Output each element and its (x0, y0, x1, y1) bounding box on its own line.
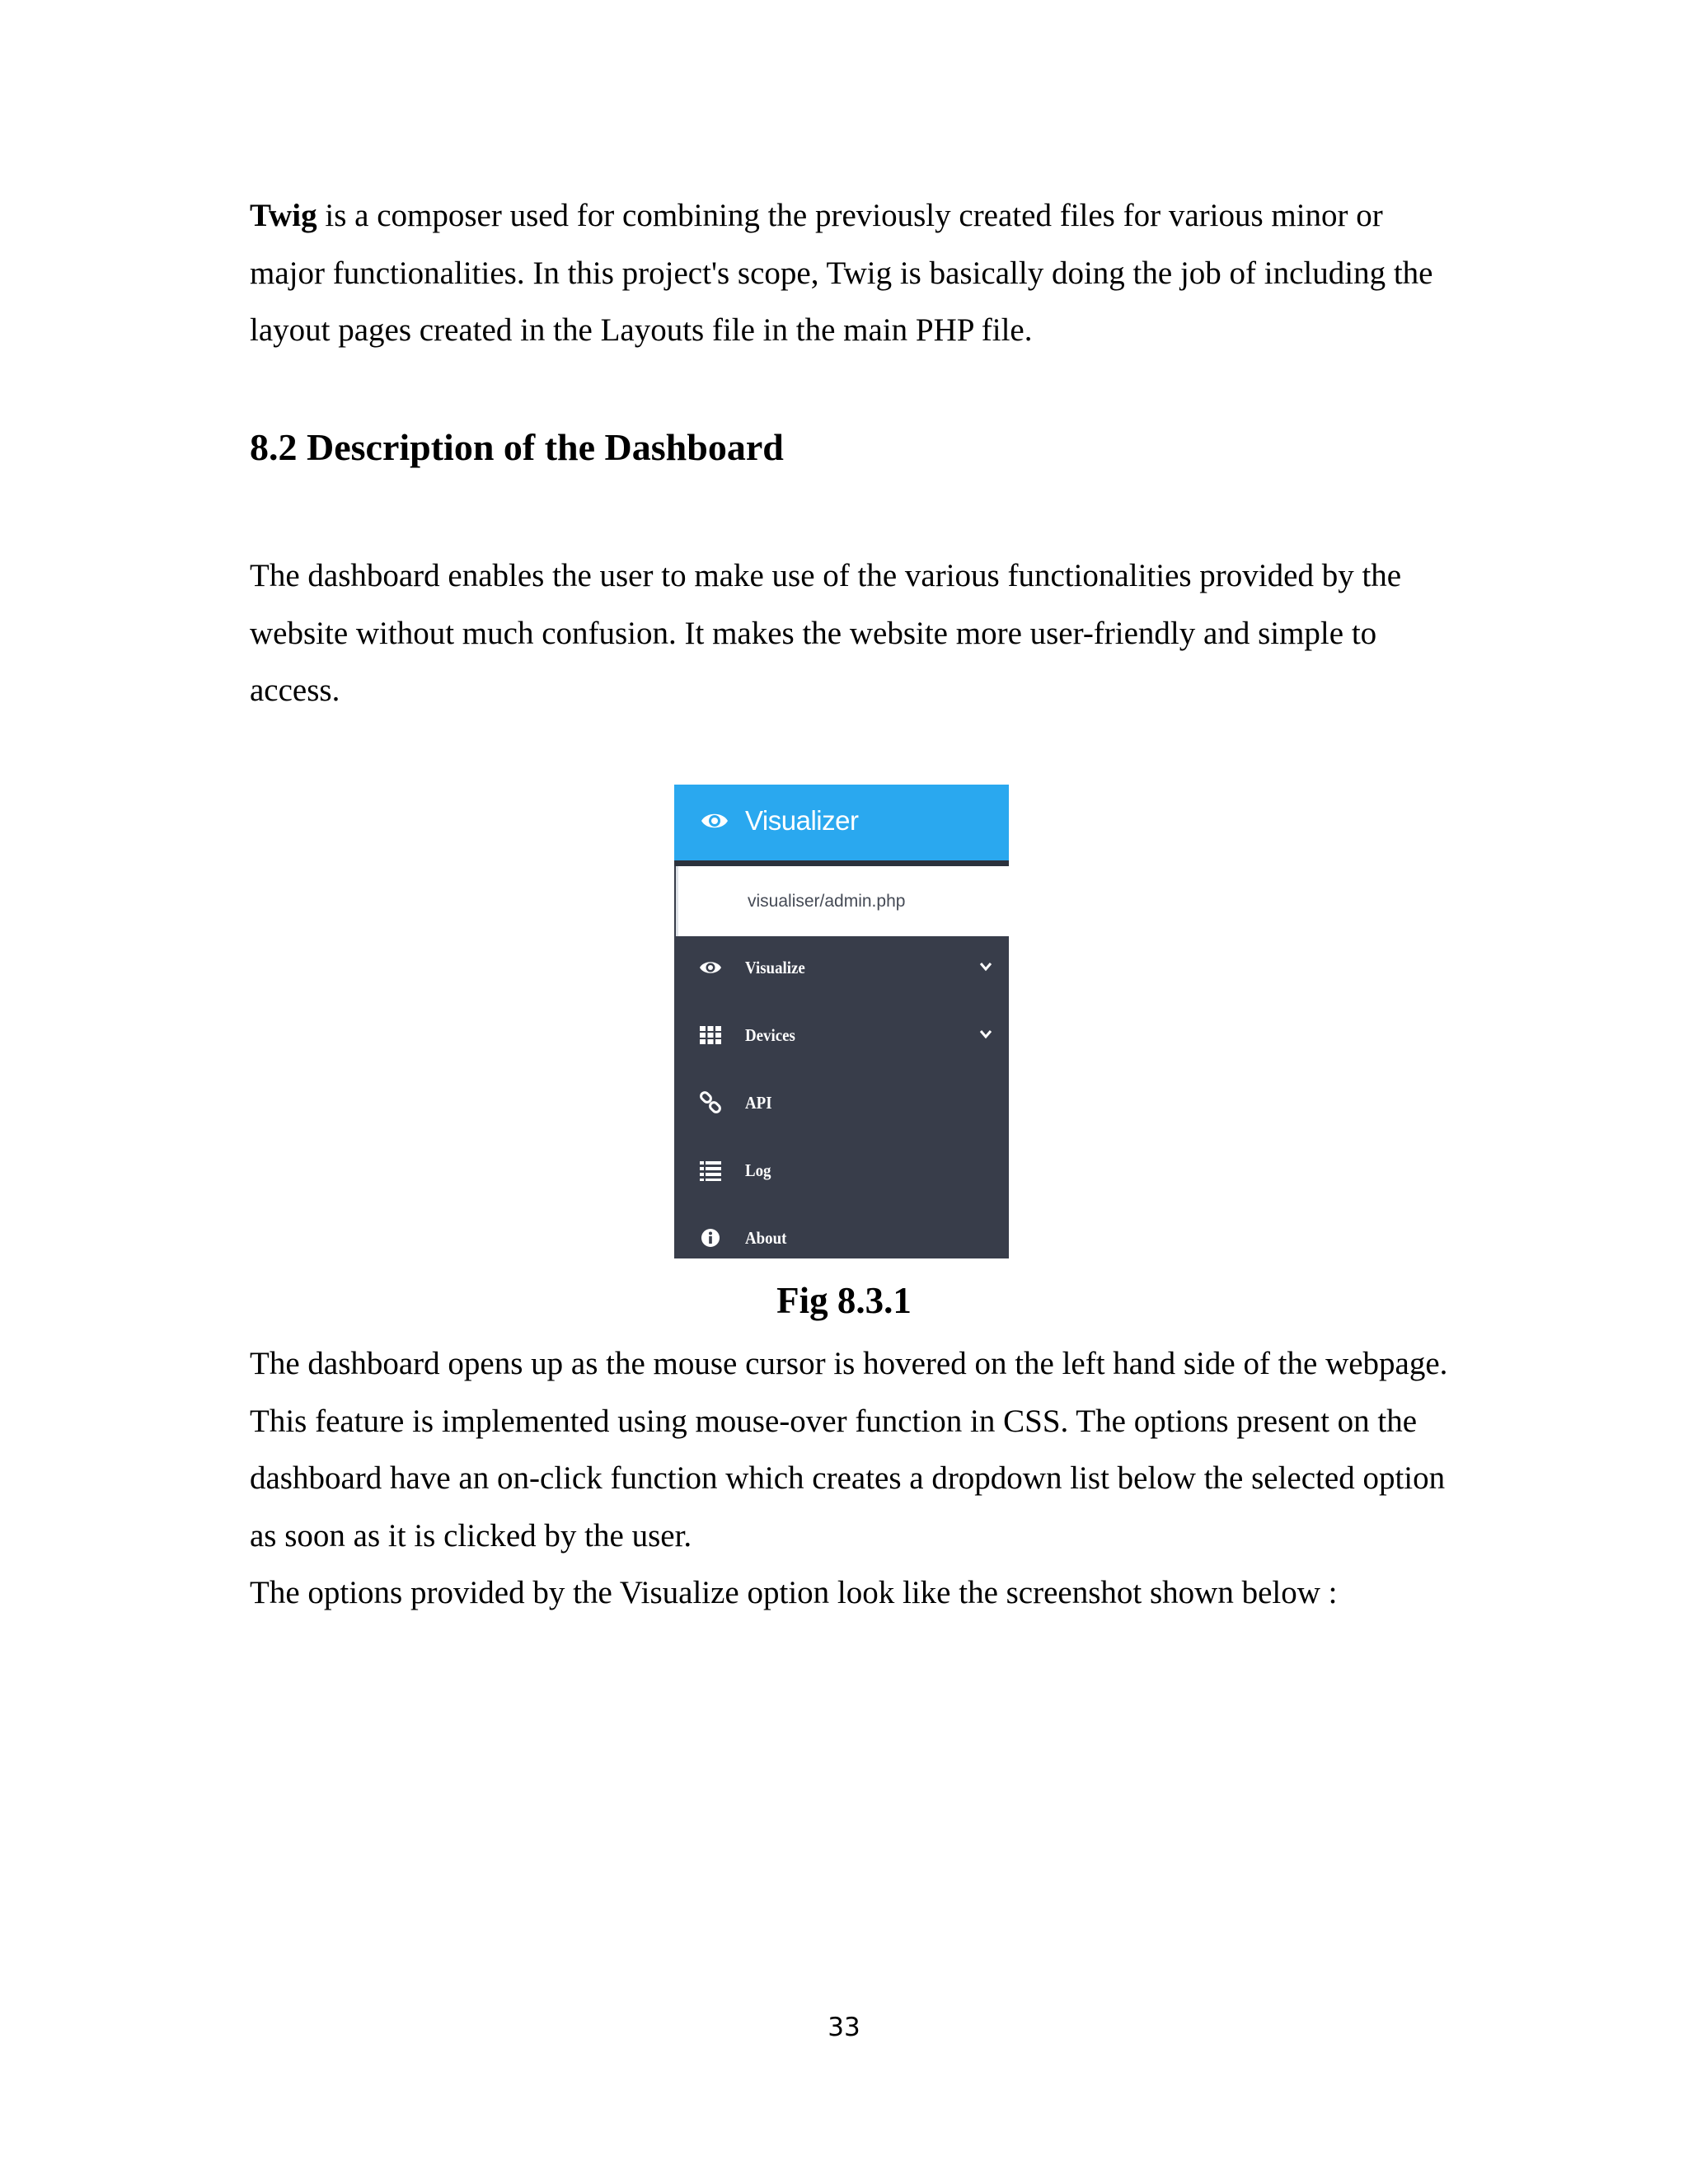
dashboard-paragraph: The dashboard enables the user to make use of the various functionalities provided by the website without much confusion. It makes the website more user-friendly and simple to access. (250, 558, 1402, 708)
sidebar-item-api[interactable] (674, 1070, 1009, 1137)
intro-paragraph (250, 187, 1453, 359)
chevron-down-icon (979, 961, 992, 972)
sidebar-item-log[interactable] (674, 1137, 1009, 1205)
options-paragraph: The options provided by the Visualize option look like the screenshot shown below : (250, 1575, 1338, 1610)
page-number: 33 (828, 2013, 860, 2042)
sidebar-item-label: Log (745, 1160, 771, 1180)
twig-term: Twig (250, 198, 317, 233)
sidebar-item-label: Devices (745, 1025, 795, 1045)
list-icon (699, 1159, 722, 1182)
chevron-down-icon (979, 1029, 992, 1040)
eye-icon (699, 956, 722, 979)
header-divider (674, 860, 1009, 866)
section-heading: 8.2 Description of the Dashboard (250, 426, 784, 468)
sidebar-header-title: Visualizer (745, 805, 859, 836)
sidebar-item-label: Visualize (745, 958, 805, 977)
intro-text: is a composer used for combining the previously created files for various minor or major functionalities. In this project's scope, Twig is basically doing the job of including the layout pages created in the Layouts file in the main PHP file. (250, 198, 1433, 348)
sidebar-header (674, 785, 1009, 860)
url-text: visualiser/admin.php (748, 892, 906, 911)
info-icon (699, 1226, 722, 1249)
grid-icon (699, 1024, 722, 1047)
sidebar-item-visualize[interactable] (674, 935, 1009, 1002)
hover-paragraph: The dashboard opens up as the mouse cursor is hovered on the left hand side of the webpage. This feature is implemented using mouse-over function in CSS. The options present on the dashboard have an on-click function which creates a dropdown list below the selected option as soon as it is clicked by the user. (250, 1346, 1448, 1554)
sidebar-item-about[interactable] (674, 1205, 1009, 1272)
sidebar-item-label: API (745, 1093, 772, 1113)
hover-section (250, 1335, 1453, 1622)
figure-caption: Fig 8.3.1 (776, 1280, 912, 1321)
sidebar-item-devices[interactable] (674, 1002, 1009, 1070)
eye-icon (701, 809, 729, 832)
sidebar-item-label: About (745, 1228, 787, 1248)
link-icon (699, 1091, 722, 1114)
url-bar (676, 866, 1009, 936)
